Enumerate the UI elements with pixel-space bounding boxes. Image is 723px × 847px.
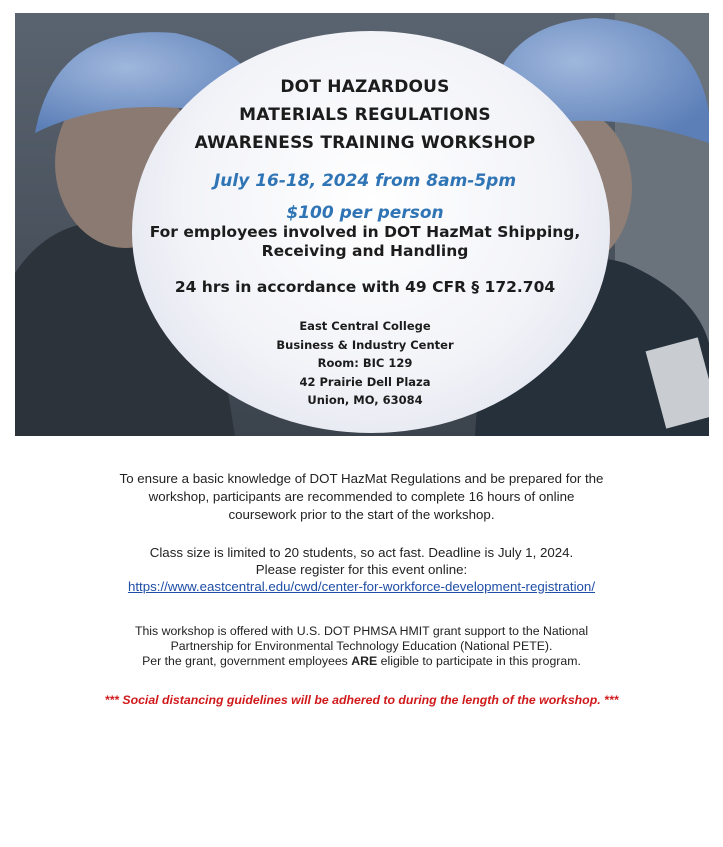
- grant-line-1: This workshop is offered with U.S. DOT PHMSA HMIT grant support to the National: [134, 624, 589, 638]
- notice-text: *** Social distancing guidelines will be adhered to during the length of the workshop. ***: [104, 693, 619, 707]
- training-hours: 24 hrs in accordance with 49 CFR § 172.704: [174, 278, 556, 296]
- registration-paragraph: [30, 544, 693, 595]
- address-line-4: 42 Prairie Dell Plaza: [299, 375, 431, 389]
- social-distancing-notice: [30, 691, 693, 709]
- intro-line-3: coursework prior to the start of the workshop.: [228, 507, 495, 522]
- audience-line-1: For employees involved in DOT HazMat Shipping,: [149, 223, 581, 241]
- intro-line-1: To ensure a basic knowledge of DOT HazMat Regulations and be prepared for the: [119, 471, 604, 486]
- grant-line-3-end: eligible to participate in this program.: [377, 654, 581, 668]
- event-price: $100 per person: [286, 203, 444, 223]
- title-line-2: MATERIALS REGULATIONS: [239, 105, 491, 125]
- hero-banner: [15, 13, 709, 436]
- grant-line-3-start: Per the grant, government employees: [142, 654, 352, 668]
- grant-line-3: [30, 654, 693, 669]
- address-line-1: East Central College: [299, 319, 431, 333]
- address-line-2: Business & Industry Center: [276, 338, 454, 352]
- title-line-3: AWARENESS TRAINING WORKSHOP: [194, 133, 536, 153]
- registration-link[interactable]: https://www.eastcentral.edu/cwd/center-for-workforce-development-registration/: [127, 579, 596, 594]
- title-line-1: DOT HAZARDOUS: [280, 77, 450, 97]
- grant-line-2: Partnership for Environmental Technology Education (National PETE).: [170, 639, 553, 653]
- address-line-3: Room: BIC 129: [317, 356, 413, 370]
- audience-line-2: Receiving and Handling: [261, 242, 469, 260]
- intro-paragraph: [30, 470, 693, 524]
- register-prompt: Please register for this event online:: [255, 562, 468, 577]
- grant-paragraph: [30, 624, 693, 669]
- intro-line-2: workshop, participants are recommended to complete 16 hours of online: [148, 489, 575, 504]
- address-line-5: Union, MO, 63084: [307, 393, 423, 407]
- grant-are-emphasis: ARE: [351, 654, 378, 668]
- event-dates: July 16-18, 2024 from 8am-5pm: [213, 171, 517, 191]
- class-size-notice: Class size is limited to 20 students, so act fast. Deadline is July 1, 2024.: [149, 545, 574, 560]
- hero-text: [110, 13, 620, 436]
